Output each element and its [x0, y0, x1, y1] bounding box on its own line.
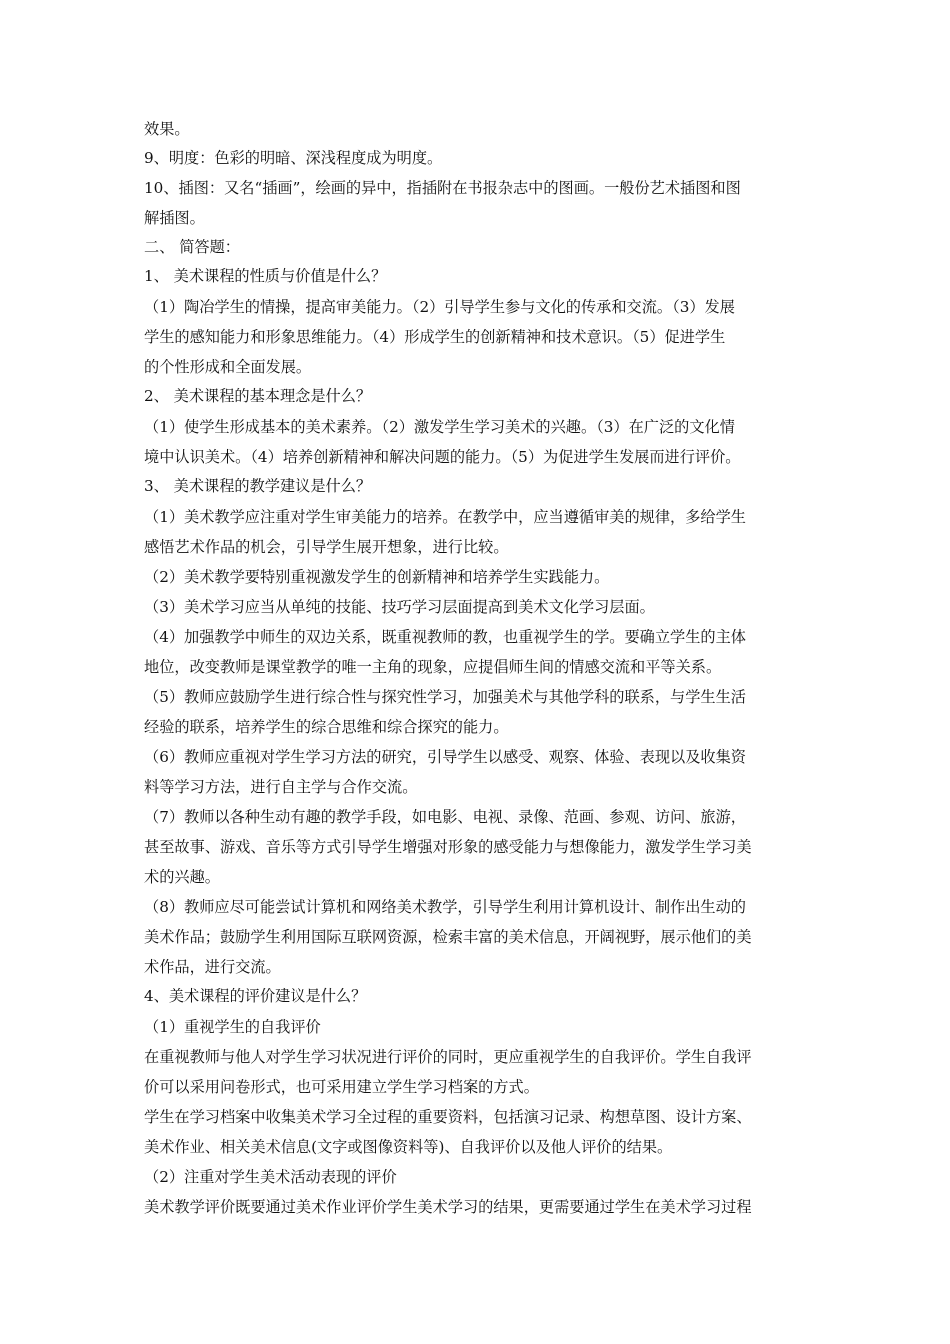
answer-line: 学生在学习档案中收集美术学习全过程的重要资料，包括演习记录、构想草图、设计方案、 [144, 1108, 752, 1126]
question-heading: 1、 美术课程的性质与价值是什么？ [144, 267, 387, 285]
answer-line: （5）教师应鼓励学生进行综合性与探究性学习，加强美术与其他学科的联系，与学生生活 [144, 688, 746, 706]
answer-line: 地位，改变教师是课堂教学的唯一主角的现象，应提倡师生间的情感交流和平等关系。 [144, 658, 722, 676]
answer-line: 境中认识美术。（4）培养创新精神和解决问题的能力。（5）为促进学生发展而进行评价。 [144, 448, 741, 466]
answer-line: 美术教学评价既要通过美术作业评价学生美术学习的结果，更需要通过学生在美术学习过程 [144, 1198, 752, 1216]
answer-line: 的个性形成和全面发展。 [144, 358, 312, 376]
answer-line: （8）教师应尽可能尝试计算机和网络美术教学，引导学生利用计算机设计、制作出生动的 [144, 898, 746, 916]
answer-line: 在重视教师与他人对学生学习状况进行评价的同时，更应重视学生的自我评价。学生自我评 [144, 1048, 752, 1066]
answer-line: （4）加强教学中师生的双边关系，既重视教师的教，也重视学生的学。要确立学生的主体 [144, 628, 746, 646]
answer-subheading: （1）重视学生的自我评价 [144, 1018, 321, 1036]
definition-item: 10、插图：又名“插画”，绘画的异中，指插附在书报杂志中的图画。一般份艺术插图和图 [144, 179, 741, 197]
answer-line: 甚至故事、游戏、音乐等方式引导学生增强对形象的感受能力与想像能力，激发学生学习美 [144, 838, 752, 856]
answer-line: （7）教师以各种生动有趣的教学手段，如电影、电视、录像、范画、参观、访问、旅游， [144, 808, 746, 826]
answer-line: （1）陶冶学生的情操，提高审美能力。（2）引导学生参与文化的传承和交流。（3）发展 [144, 298, 735, 316]
answer-line: （6）教师应重视对学生学习方法的研究，引导学生以感受、观察、体验、表现以及收集资 [144, 748, 746, 766]
answer-line: 料等学习方法，进行自主学与合作交流。 [144, 778, 418, 796]
section-heading: 二、 简答题： [144, 238, 240, 256]
answer-line: （3）美术学习应当从单纯的技能、技巧学习层面提高到美术文化学习层面。 [144, 598, 655, 616]
answer-line: 学生的感知能力和形象思维能力。（4）形成学生的创新精神和技术意识。（5）促进学生 [144, 328, 726, 346]
answer-line: （2）美术教学要特别重视激发学生的创新精神和培养学生实践能力。 [144, 568, 610, 586]
answer-subheading: （2）注重对学生美术活动表现的评价 [144, 1168, 397, 1186]
answer-line: （1）使学生形成基本的美术素养。（2）激发学生学习美术的兴趣。（3）在广泛的文化情 [144, 418, 735, 436]
answer-line: 美术作品；鼓励学生利用国际互联网资源，检索丰富的美术信息，开阔视野，展示他们的美 [144, 928, 752, 946]
answer-line: 美术作业、相关美术信息(文字或图像资料等)、自我评价以及他人评价的结果。 [144, 1138, 673, 1156]
question-heading: 4、美术课程的评价建议是什么？ [144, 987, 367, 1005]
paragraph-line: 解插图。 [144, 209, 205, 227]
answer-line: 术的兴趣。 [144, 868, 220, 886]
definition-item: 9、明度：色彩的明暗、深浅程度成为明度。 [144, 149, 443, 167]
answer-line: 感悟艺术作品的机会，引导学生展开想象，进行比较。 [144, 538, 509, 556]
answer-line: （1）美术教学应注重对学生审美能力的培养。在教学中，应当遵循审美的规律，多给学生 [144, 508, 746, 526]
answer-line: 价可以采用问卷形式，也可采用建立学生学习档案的方式。 [144, 1078, 539, 1096]
answer-line: 术作品，进行交流。 [144, 958, 281, 976]
answer-line: 经验的联系，培养学生的综合思维和综合探究的能力。 [144, 718, 509, 736]
document-body [144, 119, 812, 1217]
question-heading: 3、 美术课程的教学建议是什么？ [144, 477, 372, 495]
paragraph-line: 效果。 [144, 120, 190, 138]
question-heading: 2、 美术课程的基本理念是什么？ [144, 387, 372, 405]
